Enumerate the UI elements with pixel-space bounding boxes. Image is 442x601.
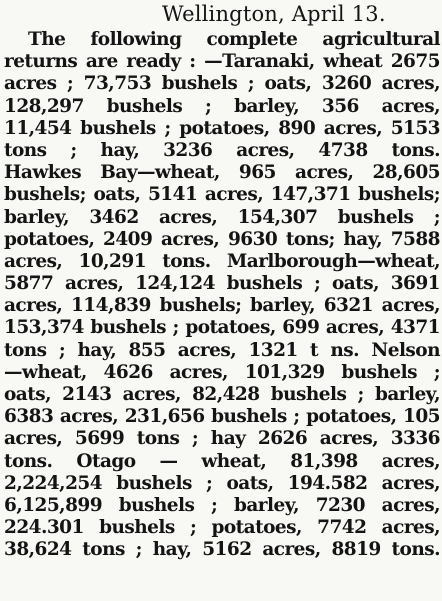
article-body — [4, 29, 440, 562]
article-line: returns are ready : —Taranaki, wheat 2675 — [4, 51, 440, 73]
article-line: tons ; hay, 855 acres, 1321 t ns. Nelson — [4, 339, 440, 361]
article-line: acres, 10,291 tons. Marlborough—wheat, — [4, 250, 440, 272]
article-line: bushels; oats, 5141 acres, 147,371 bushels; — [4, 184, 440, 206]
article-line: tons. Otago — wheat, 81,398 acres, — [4, 450, 440, 472]
article-line: 6383 acres, 231,656 bushels ; potatoes, 105 — [4, 406, 440, 428]
article-line: 153,374 bushels ; potatoes, 699 acres, 4371 — [4, 317, 440, 339]
article-line: tons ; hay, 3236 acres, 4738 tons. — [4, 139, 440, 161]
article-line: acres, 114,839 bushels; barley, 6321 acres, — [4, 295, 440, 317]
dateline: Wellington, April 13. — [162, 2, 386, 26]
article-line: Hawkes Bay—wheat, 965 acres, 28,605 — [4, 162, 440, 184]
article-line: barley, 3462 acres, 154,307 bushels ; — [4, 206, 440, 228]
article-line: 5877 acres, 124,124 bushels ; oats, 3691 — [4, 273, 440, 295]
article-line: 11,454 bushels ; potatoes, 890 acres, 5153 — [4, 117, 440, 139]
article-line: 224.301 bushels ; potatoes, 7742 acres, — [4, 517, 440, 539]
article-line: acres, 5699 tons ; hay 2626 acres, 3336 — [4, 428, 440, 450]
article-line: 38,624 tons ; hay, 5162 acres, 8819 tons. — [4, 539, 440, 561]
article-line: potatoes, 2409 acres, 9630 tons; hay, 7588 — [4, 228, 440, 250]
article-line: 6,125,899 bushels ; barley, 7230 acres, — [4, 494, 440, 516]
article-line: 2,224,254 bushels ; oats, 194.582 acres, — [4, 472, 440, 494]
article-line: —wheat, 4626 acres, 101,329 bushels ; — [4, 361, 440, 383]
article-line: oats, 2143 acres, 82,428 bushels ; barley, — [4, 384, 440, 405]
article-line: The following complete agricultural — [28, 29, 440, 50]
article-line: 128,297 bushels ; barley, 356 acres, — [4, 95, 440, 117]
article-line: acres ; 73,753 bushels ; oats, 3260 acres, — [4, 73, 440, 95]
